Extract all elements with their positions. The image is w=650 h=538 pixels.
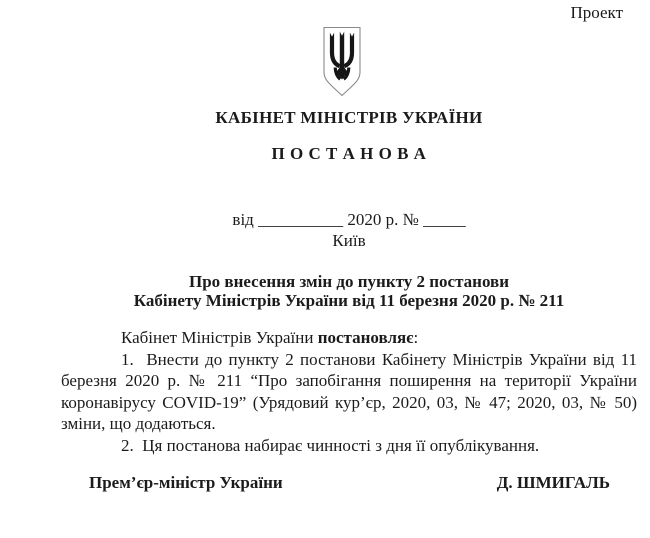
document-title-line-1: Про внесення змін до пункту 2 постанови <box>188 272 510 291</box>
year-and-number-label: 2020 р. № <box>347 210 419 229</box>
clause-1-line-2: березня 2020 р. № 211 “Про запобігання поширення на території України <box>61 371 637 391</box>
document-title-line-2: Кабінету Міністрів України від 11 березня 2020 р. № 211 <box>133 291 565 310</box>
clause-1-line-3: коронавірусу COVID-19” (Урядовий кур’єр, 2020, 03, № 47; 2020, 03, № 50) <box>61 392 637 412</box>
signer-role: Прем’єр-міністр України <box>89 473 283 492</box>
date-number-line <box>61 210 637 229</box>
clause-2: 2. Ця постанова набирає чинності з дня її опублікування. <box>121 435 540 455</box>
signer-name: Д. ШМИГАЛЬ <box>496 473 610 492</box>
number-blank: _____ <box>423 210 466 229</box>
enacting-verb: постановляє <box>317 328 414 347</box>
clause-1-line-1: 1. Внести до пункту 2 постанови Кабінету Міністрів України від 11 <box>121 349 637 369</box>
document-title <box>61 272 637 310</box>
clause-1-line-4: зміни, що додаються. <box>61 414 216 434</box>
signature-row <box>89 473 610 492</box>
enacting-clause <box>61 327 637 349</box>
institution-name: КАБІНЕТ МІНІСТРІВ УКРАЇНИ <box>215 108 483 127</box>
draft-label: Проект <box>570 3 623 22</box>
date-prefix: від <box>232 210 254 229</box>
ukraine-coat-of-arms-icon <box>322 26 362 97</box>
enacting-colon: : <box>413 328 419 347</box>
date-blank: __________ <box>258 210 344 229</box>
city-label: Київ <box>332 231 366 250</box>
document-type-heading: П О С Т А Н О В А <box>271 144 427 163</box>
document-body <box>61 327 637 457</box>
enacting-prefix: Кабінет Міністрів України <box>121 328 318 347</box>
